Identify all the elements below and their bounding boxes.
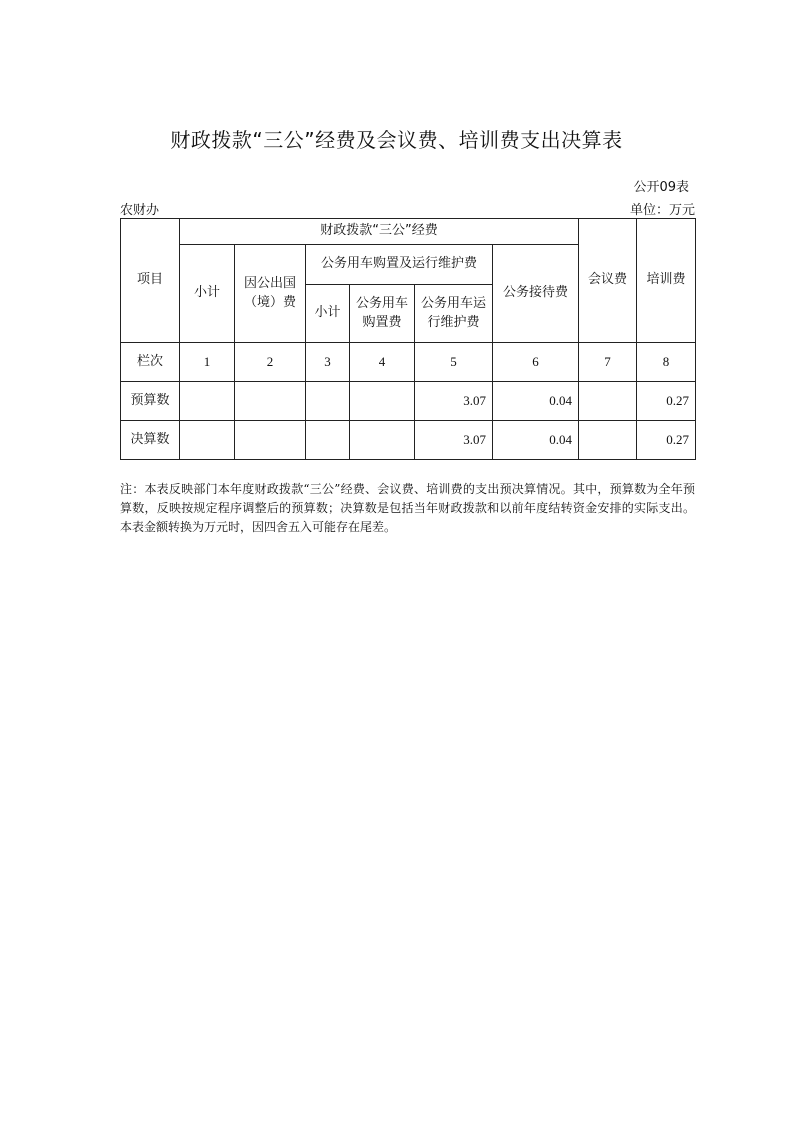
cell-value (350, 421, 415, 460)
expense-table (120, 218, 696, 460)
column-row-label: 栏次 (121, 343, 180, 382)
header-meeting: 会议费 (579, 219, 637, 343)
cell-value: 0.27 (637, 421, 696, 460)
cell-value (579, 382, 637, 421)
header-reception: 公务接待费 (493, 245, 579, 343)
column-number: 1 (180, 343, 235, 382)
cell-value (235, 382, 306, 421)
cell-value (350, 382, 415, 421)
column-number: 7 (579, 343, 637, 382)
header-abroad: 因公出国（境）费 (235, 245, 306, 343)
table-row-actual (121, 421, 696, 460)
cell-value (180, 421, 235, 460)
column-number: 3 (306, 343, 350, 382)
header-subtotal: 小计 (180, 245, 235, 343)
form-number: 公开09表 (633, 180, 689, 195)
column-number-row (121, 343, 696, 382)
column-number: 6 (493, 343, 579, 382)
cell-value (579, 421, 637, 460)
column-number: 4 (350, 343, 415, 382)
footnote: 注：本表反映部门本年度财政拨款“三公”经费、会议费、培训费的支出预决算情况。其中，预算数为全年预算数，反映按规定程序调整后的预算数；决算数是包括当年财政拨款和以前年度结转资金安排的实际支出。本表金额转换为万元时，因四舍五入可能存在尾差。 (120, 482, 695, 534)
row-label: 决算数 (121, 421, 180, 460)
cell-value (180, 382, 235, 421)
header-training: 培训费 (637, 219, 696, 343)
table-row-budget (121, 382, 696, 421)
cell-value (306, 421, 350, 460)
cell-value: 3.07 (415, 382, 493, 421)
header-item: 项目 (121, 219, 180, 343)
cell-value (235, 421, 306, 460)
header-three-public: 财政拨款“三公”经费 (180, 219, 579, 245)
cell-value: 0.04 (493, 382, 579, 421)
header-vehicle: 公务用车购置及运行维护费 (306, 245, 493, 285)
cell-value: 0.27 (637, 382, 696, 421)
column-number: 2 (235, 343, 306, 382)
header-vehicle-subtotal: 小计 (306, 285, 350, 343)
header-vehicle-purchase: 公务用车购置费 (350, 285, 415, 343)
unit-label: 单位：万元 (629, 203, 695, 218)
cell-value (306, 382, 350, 421)
page-title: 财政拨款“三公”经费及会议费、培训费支出决算表 (170, 128, 623, 152)
department-name: 农财办 (120, 203, 160, 218)
column-number: 8 (637, 343, 696, 382)
row-label: 预算数 (121, 382, 180, 421)
cell-value: 3.07 (415, 421, 493, 460)
header-vehicle-operation: 公务用车运行维护费 (415, 285, 493, 343)
column-number: 5 (415, 343, 493, 382)
cell-value: 0.04 (493, 421, 579, 460)
